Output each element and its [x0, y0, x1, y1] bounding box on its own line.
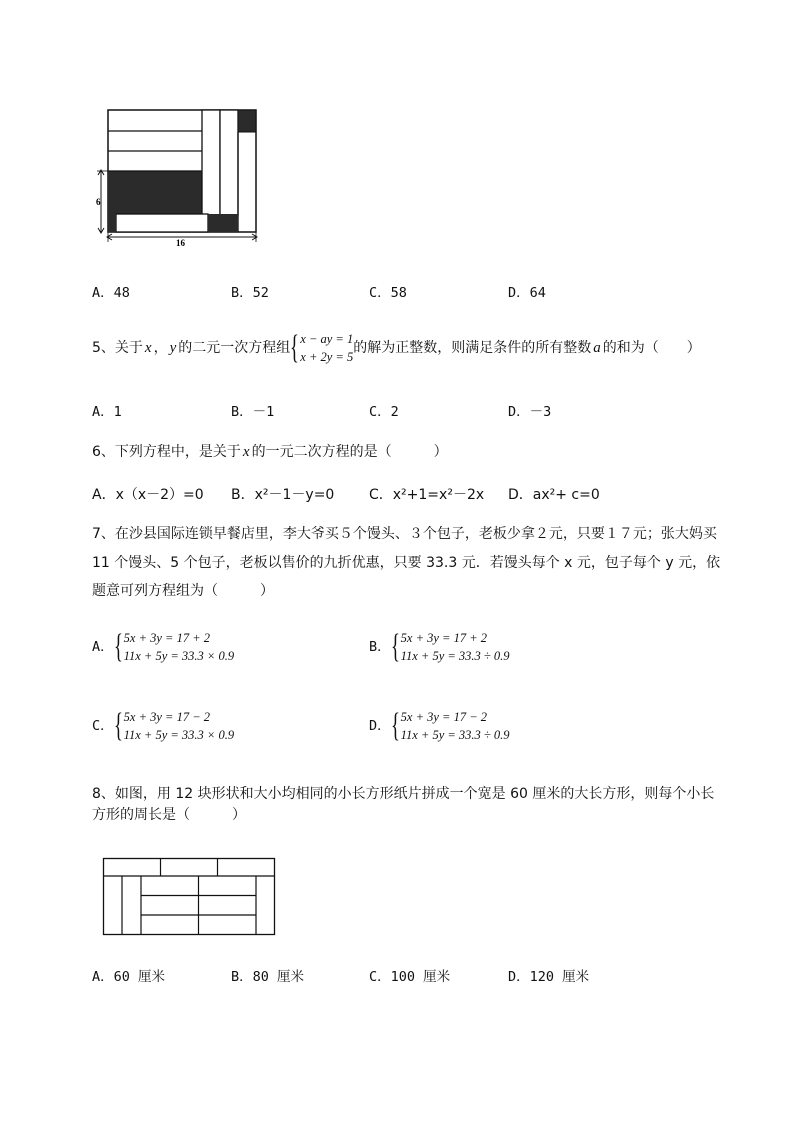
- q7-option-a-label: A．: [92, 639, 114, 655]
- q7-b-eq2: 11x + 5y = 33.3 ÷ 0.9: [400, 649, 510, 663]
- q6-option-a[interactable]: A．x（x－2）=0: [92, 487, 204, 503]
- q5-option-d[interactable]: D．－3: [508, 404, 552, 420]
- q7-a-eq1: 5x + 3y = 17 + 2: [123, 631, 211, 645]
- q5-option-c[interactable]: C．2: [369, 404, 399, 420]
- q7-option-d-label: D．: [369, 718, 391, 734]
- q6-option-d[interactable]: D．ax²+ c=0: [508, 487, 600, 503]
- question-5: [92, 330, 701, 366]
- q8-line-2: 方形的周长是（ ）: [92, 807, 246, 823]
- q7-c-eq1: 5x + 3y = 17 − 2: [123, 710, 211, 724]
- q5-option-b[interactable]: B．－1: [231, 404, 275, 420]
- q8-line-1: 8、如图，用 12 块形状和大小均相同的小长方形纸片拼成一个宽是 60 厘米的大长方形，则每个小长: [92, 786, 715, 802]
- q7-option-a[interactable]: A． { 5x + 3y = 17 + 2 11x + 5y = 33.3 × 0.9: [92, 628, 235, 665]
- q7-option-b[interactable]: B． { 5x + 3y = 17 + 2 11x + 5y = 33.3 ÷ 0.9: [369, 628, 510, 665]
- dim-height-label: 6: [96, 197, 101, 207]
- q6-var-x: x: [242, 444, 250, 460]
- q5-eq2: x + 2y = 5: [300, 350, 354, 364]
- tiling-rectangles-figure: [102, 857, 278, 937]
- q5-option-a[interactable]: A．1: [92, 404, 122, 420]
- q7-a-eq2: 11x + 5y = 33.3 × 0.9: [123, 649, 235, 663]
- q4-option-b[interactable]: B．52: [231, 285, 269, 301]
- q7-line-1: 7、在沙县国际连锁早餐店里，李大爷买５个馒头、３个包子，老板少拿２元，只要１７元；张大妈买: [92, 526, 717, 542]
- q7-d-eq2: 11x + 5y = 33.3 ÷ 0.9: [400, 728, 510, 742]
- q6-option-c[interactable]: C．x²+1=x²－2x: [369, 487, 485, 503]
- q7-option-c[interactable]: C． { 5x + 3y = 17 − 2 11x + 5y = 33.3 × 0.9: [92, 707, 235, 744]
- q7-option-b-label: B．: [369, 639, 391, 655]
- q5-var-x: x: [144, 340, 152, 356]
- q8-option-c[interactable]: C．100 厘米: [369, 969, 451, 985]
- q5-eq1: x − ay = 1: [300, 332, 354, 346]
- q5-var-y: y: [169, 340, 177, 356]
- q4-option-c[interactable]: C．58: [369, 285, 407, 301]
- q8-option-a[interactable]: A．60 厘米: [92, 969, 166, 985]
- q7-option-d[interactable]: D． { 5x + 3y = 17 − 2 11x + 5y = 33.3 ÷ 0.9: [369, 707, 510, 744]
- q5-equation-system: { x − ay = 1 x + 2y = 5: [290, 329, 354, 366]
- q7-d-eq1: 5x + 3y = 17 − 2: [400, 710, 488, 724]
- q5-var-a: a: [593, 340, 601, 356]
- q7-b-eq1: 5x + 3y = 17 + 2: [400, 631, 488, 645]
- q5-mid: 的二元一次方程组: [178, 340, 291, 356]
- q4-option-d[interactable]: D．64: [508, 285, 546, 301]
- q8-option-d[interactable]: D．120 厘米: [508, 969, 590, 985]
- q7-option-c-label: C．: [92, 718, 114, 734]
- big-rectangle: [104, 859, 275, 935]
- q5-prefix: 5、关于: [92, 340, 143, 356]
- q5-suffix1: 的解为正整数，则满足条件的所有整数: [353, 340, 592, 356]
- q6-prefix: 6、下列方程中，是关于: [92, 444, 241, 460]
- question-6: [92, 442, 448, 462]
- q6-suffix: 的一元二次方程的是（ ）: [251, 444, 448, 460]
- q7-line-3: 题意可列方程组为（ ）: [92, 583, 274, 599]
- q5-suffix2: 的和为（ ）: [602, 340, 701, 356]
- shaded-region: [108, 171, 214, 215]
- dim-width-label: 16: [176, 238, 185, 248]
- q7-line-2: 11 个馒头、5 个包子，老板以售价的九折优惠，只要 33.3 元．若馒头每个 x 元，包子每个 y 元，依: [92, 555, 721, 571]
- q7-c-eq2: 11x + 5y = 33.3 × 0.9: [123, 728, 235, 742]
- q4-option-a[interactable]: A．48: [92, 285, 130, 301]
- rectangle-puzzle-figure: [96, 108, 266, 248]
- q5-separator: ，: [153, 340, 168, 356]
- q6-option-b[interactable]: B．x²－1－y=0: [231, 487, 335, 503]
- q8-option-b[interactable]: B．80 厘米: [231, 969, 305, 985]
